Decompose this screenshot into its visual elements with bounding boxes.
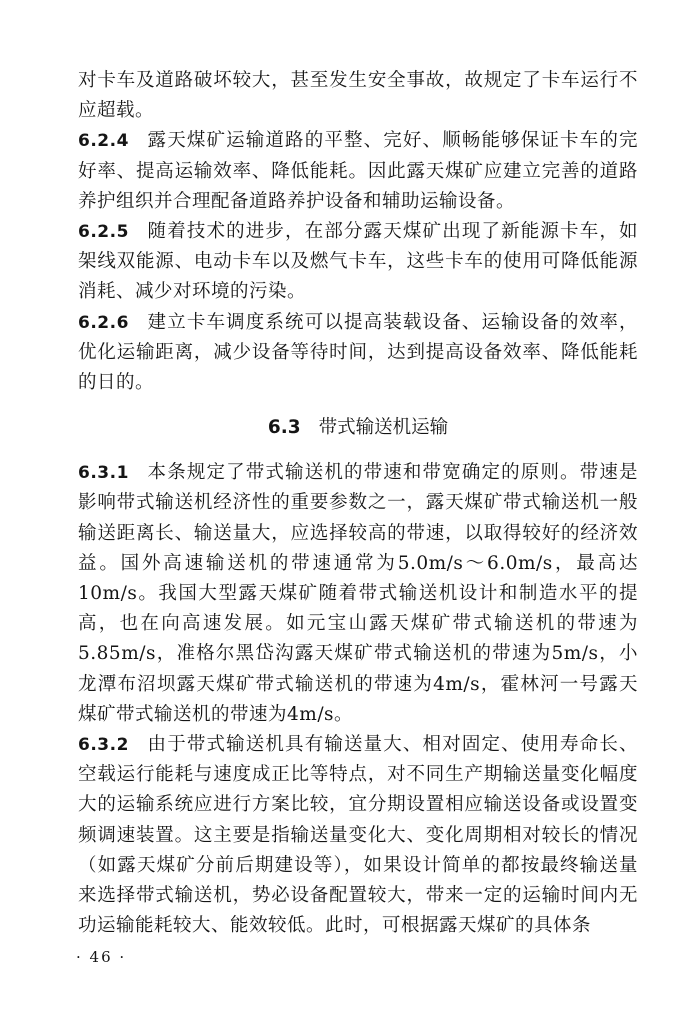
clause-text: 本条规定了带式输送机的带速和带宽确定的原则。带速是影响带式输送机经济性的重要参数之一，露天煤矿带式输送机一般输送距离长、输送量大，应选择较高的带速，以取得较好的经济效益。国外高速输送机的带速通常为5.0m/s～6.0m/s，最高达10m/s。我国大型露天煤矿随着带式输送机设计和制造水平的提高，也在向高速发展。如元宝山露天煤矿带式输送机的带速为5.85m/s，准格尔黑岱沟露天煤矿带式输送机的带速为5m/s，小龙潭布沼坝露天煤矿带式输送机的带速为4m/s，霍林河一号露天煤矿带式输送机的带速为4m/s。 [78, 462, 638, 725]
clause-number: 6.2.6 [78, 312, 129, 333]
paragraph-continued [78, 66, 638, 126]
clause-6-3-1 [78, 458, 638, 730]
clause-6-2-4 [78, 126, 638, 217]
clause-6-3-2 [78, 730, 638, 941]
section-title: 带式输送机运输 [318, 417, 449, 439]
page-number: · 46 · [76, 948, 127, 966]
clause-6-2-5 [78, 217, 638, 308]
clause-6-2-6 [78, 308, 638, 399]
section-number: 6.3 [267, 417, 301, 439]
clause-number: 6.3.1 [78, 463, 129, 484]
clause-number: 6.2.4 [78, 131, 129, 152]
clause-text: 建立卡车调度系统可以提高装载设备、运输设备的效率，优化运输距离，减少设备等待时间，达到提高设备效率、降低能耗的日的。 [78, 311, 638, 394]
clause-text: 露天煤矿运输道路的平整、完好、顺畅能够保证卡车的完好率、提高运输效率、降低能耗。因此露天煤矿应建立完善的道路养护组织并合理配备道路养护设备和辅助运输设备。 [78, 130, 638, 212]
clause-text: 随着技术的进步，在部分露天煤矿出现了新能源卡车，如架线双能源、电动卡车以及燃气卡车，这些卡车的使用可降低能源消耗、减少对环境的污染。 [78, 221, 638, 303]
clause-number: 6.3.2 [78, 735, 129, 756]
section-heading [78, 406, 638, 450]
clause-number: 6.2.5 [78, 222, 129, 243]
paragraph-text: 对卡车及道路破坏较大，甚至发生安全事故，故规定了卡车运行不应超载。 [78, 70, 638, 122]
document-page [78, 66, 638, 941]
clause-text: 由于带式输送机具有输送量大、相对固定、使用寿命长、空载运行能耗与速度成正比等特点，对不同生产期输送量变化幅度大的运输系统应进行方案比较，宜分期设置相应输送设备或设置变频调速装置。这主要是指输送量变化大、变化周期相对较长的情况（如露天煤矿分前后期建设等），如果设计简单的都按最终输送量来选择带式输送机，势必设备配置较大，带来一定的运输时间内无功运输能耗较大、能效较低。此时，可根据露天煤矿的具体条 [78, 734, 638, 937]
